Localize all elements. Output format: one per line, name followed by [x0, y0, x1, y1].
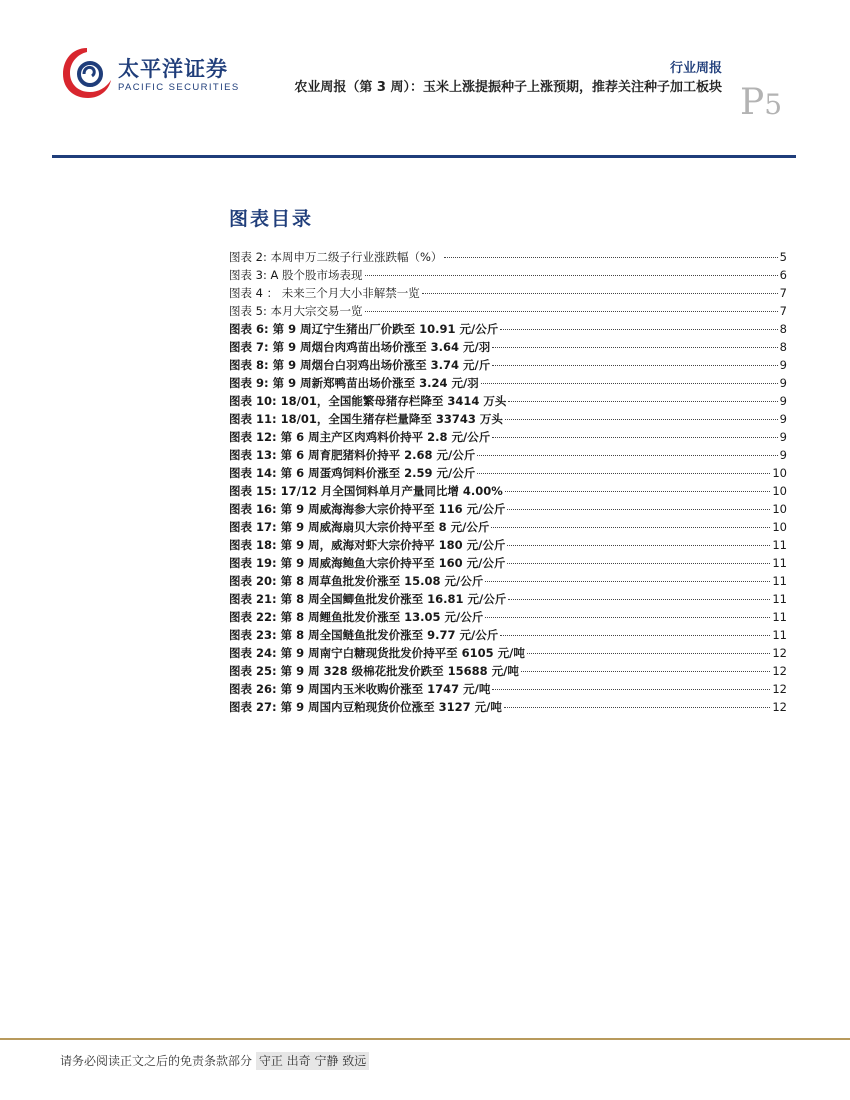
page-letter: P [740, 82, 765, 123]
document-type: 行业周报 [669, 61, 722, 76]
toc-dot-leader [477, 473, 770, 474]
toc-entry-page: 10 [772, 484, 787, 498]
toc-dot-leader [492, 437, 777, 438]
toc-entry[interactable] [229, 609, 787, 627]
toc-entry-page: 6 [779, 268, 787, 282]
toc-entry[interactable] [229, 375, 787, 393]
toc-dot-leader [481, 383, 778, 384]
toc-dot-leader [505, 491, 771, 492]
toc-entry-page: 8 [779, 322, 787, 336]
toc-entry-label: 图表 11: 18/01，全国生猪存栏量降至 33743 万头 [229, 412, 503, 426]
toc-entry-page: 10 [772, 466, 787, 480]
toc-entry-page: 7 [779, 304, 787, 318]
toc-entry[interactable] [229, 501, 787, 519]
toc-entry-page: 8 [779, 340, 787, 354]
toc-entry-label: 图表 14: 第 6 周蛋鸡饲料价涨至 2.59 元/公斤 [229, 466, 476, 480]
page-number-mark [740, 82, 782, 123]
toc-entry[interactable] [229, 627, 787, 645]
toc-entry[interactable] [229, 591, 787, 609]
toc-entry-label: 图表 15: 17/12 月全国饲料单月产量同比增 4.00% [229, 484, 503, 498]
toc-entry[interactable] [229, 465, 787, 483]
toc-entry-page: 9 [779, 394, 787, 408]
toc-dot-leader [507, 509, 770, 510]
toc-dot-leader [422, 293, 778, 294]
page-number: 5 [764, 88, 783, 121]
toc-entry-page: 12 [772, 664, 787, 678]
toc-entry[interactable] [229, 699, 787, 717]
toc-dot-leader [485, 617, 770, 618]
footer [60, 1052, 369, 1069]
toc-entry[interactable] [229, 681, 787, 699]
toc-dot-leader [444, 257, 777, 258]
toc-entry-page: 9 [779, 430, 787, 444]
toc-dot-leader [477, 455, 777, 456]
toc-entry[interactable] [229, 393, 787, 411]
toc-entry[interactable] [229, 519, 787, 537]
toc-dot-leader [365, 311, 778, 312]
toc-entry-label: 图表 24: 第 9 周南宁白糖现货批发价持平至 6105 元/吨 [229, 646, 525, 660]
company-logo [60, 44, 240, 104]
toc-entry-page: 11 [772, 538, 787, 552]
toc-heading: 图表目录 [229, 208, 314, 230]
toc-entry[interactable] [229, 321, 787, 339]
toc-entry[interactable] [229, 357, 787, 375]
toc-entry[interactable] [229, 663, 787, 681]
footer-divider [0, 1038, 850, 1040]
toc-dot-leader [491, 527, 770, 528]
header-divider [52, 155, 796, 158]
toc-entry-page: 12 [772, 646, 787, 660]
toc-entry-page: 9 [779, 376, 787, 390]
toc-entry-label: 图表 3: A 股个股市场表现 [229, 268, 363, 282]
toc-entry[interactable] [229, 249, 787, 267]
toc-entry-label: 图表 22: 第 8 周鲤鱼批发价涨至 13.05 元/公斤 [229, 610, 484, 624]
toc-entry[interactable] [229, 537, 787, 555]
toc-dot-leader [504, 707, 771, 708]
toc-entry-page: 12 [772, 682, 787, 696]
toc-dot-leader [492, 347, 777, 348]
toc-dot-leader [508, 401, 777, 402]
toc-dot-leader [527, 653, 771, 654]
footer-motto: 守正 出奇 宁静 致远 [256, 1052, 369, 1070]
toc-dot-leader [500, 329, 777, 330]
toc-entry-label: 图表 8: 第 9 周烟台白羽鸡出场价涨至 3.74 元/斤 [229, 358, 491, 372]
toc-entry-label: 图表 23: 第 8 周全国鲢鱼批发价涨至 9.77 元/公斤 [229, 628, 499, 642]
toc-entry[interactable] [229, 267, 787, 285]
toc-entry-label: 图表 27: 第 9 周国内豆粕现货价位涨至 3127 元/吨 [229, 700, 502, 714]
toc-dot-leader [508, 599, 770, 600]
toc-entry-page: 12 [772, 700, 787, 714]
toc-entry-label: 图表 20: 第 8 周草鱼批发价涨至 15.08 元/公斤 [229, 574, 484, 588]
toc-entry-label: 图表 6: 第 9 周辽宁生猪出厂价跌至 10.91 元/公斤 [229, 322, 499, 336]
toc-entry-page: 5 [779, 250, 787, 264]
toc-dot-leader [505, 419, 778, 420]
toc-entry[interactable] [229, 285, 787, 303]
toc-entry-label: 图表 4 ： 未来三个月大小非解禁一览 [229, 286, 420, 300]
toc-list [229, 249, 787, 717]
toc-entry-label: 图表 2: 本周申万二级子行业涨跌幅（%） [229, 250, 443, 264]
report-title: 农业周报（第 3 周）：玉米上涨提振种子上涨预期，推荐关注种子加工板块 [294, 80, 722, 95]
toc-dot-leader [485, 581, 770, 582]
toc-entry[interactable] [229, 645, 787, 663]
toc-entry-label: 图表 17: 第 9 周威海扇贝大宗价持平至 8 元/公斤 [229, 520, 490, 534]
toc-dot-leader [500, 635, 770, 636]
toc-entry-page: 9 [779, 448, 787, 462]
toc-entry-label: 图表 12: 第 6 周主产区肉鸡料价持平 2.8 元/公斤 [229, 430, 491, 444]
toc-dot-leader [507, 563, 770, 564]
toc-dot-leader [521, 671, 771, 672]
toc-entry-page: 9 [779, 412, 787, 426]
toc-entry-page: 10 [772, 520, 787, 534]
toc-entry-label: 图表 26: 第 9 周国内玉米收购价涨至 1747 元/吨 [229, 682, 491, 696]
toc-entry-label: 图表 25: 第 9 周 328 级棉花批发价跌至 15688 元/吨 [229, 664, 519, 678]
toc-entry-label: 图表 16: 第 9 周威海海参大宗价持平至 116 元/公斤 [229, 502, 506, 516]
footer-disclaimer: 请务必阅读正文之后的免责条款部分 [60, 1054, 253, 1068]
toc-entry-label: 图表 18: 第 9 周，威海对虾大宗价持平 180 元/公斤 [229, 538, 506, 552]
toc-entry-page: 10 [772, 502, 787, 516]
toc-entry-page: 9 [779, 358, 787, 372]
logo-english-name: PACIFIC SECURITIES [118, 82, 240, 93]
toc-entry[interactable] [229, 411, 787, 429]
toc-entry[interactable] [229, 555, 787, 573]
toc-entry-page: 11 [772, 610, 787, 624]
toc-entry-page: 11 [772, 556, 787, 570]
toc-entry[interactable] [229, 573, 787, 591]
toc-entry-page: 11 [772, 628, 787, 642]
toc-entry-label: 图表 13: 第 6 周育肥猪料价持平 2.68 元/公斤 [229, 448, 476, 462]
toc-entry-label: 图表 7: 第 9 周烟台肉鸡苗出场价涨至 3.64 元/羽 [229, 340, 491, 354]
toc-entry-label: 图表 5: 本月大宗交易一览 [229, 304, 363, 318]
pacific-securities-logo-icon [60, 44, 114, 102]
toc-entry-page: 11 [772, 574, 787, 588]
toc-dot-leader [492, 365, 777, 366]
toc-entry-label: 图表 19: 第 9 周威海鲍鱼大宗价持平至 160 元/公斤 [229, 556, 506, 570]
toc-entry[interactable] [229, 303, 787, 321]
toc-dot-leader [492, 689, 770, 690]
toc-entry[interactable] [229, 483, 787, 501]
toc-entry[interactable] [229, 429, 787, 447]
toc-entry-label: 图表 21: 第 8 周全国鲫鱼批发价涨至 16.81 元/公斤 [229, 592, 507, 606]
toc-dot-leader [507, 545, 770, 546]
toc-entry[interactable] [229, 339, 787, 357]
toc-entry-page: 7 [779, 286, 787, 300]
toc-entry-label: 图表 9: 第 9 周新郑鸭苗出场价涨至 3.24 元/羽 [229, 376, 479, 390]
toc-entry-page: 11 [772, 592, 787, 606]
toc-entry[interactable] [229, 447, 787, 465]
logo-chinese-name: 太平洋证券 [118, 57, 228, 81]
toc-dot-leader [365, 275, 778, 276]
toc-entry-label: 图表 10: 18/01，全国能繁母猪存栏降至 3414 万头 [229, 394, 507, 408]
